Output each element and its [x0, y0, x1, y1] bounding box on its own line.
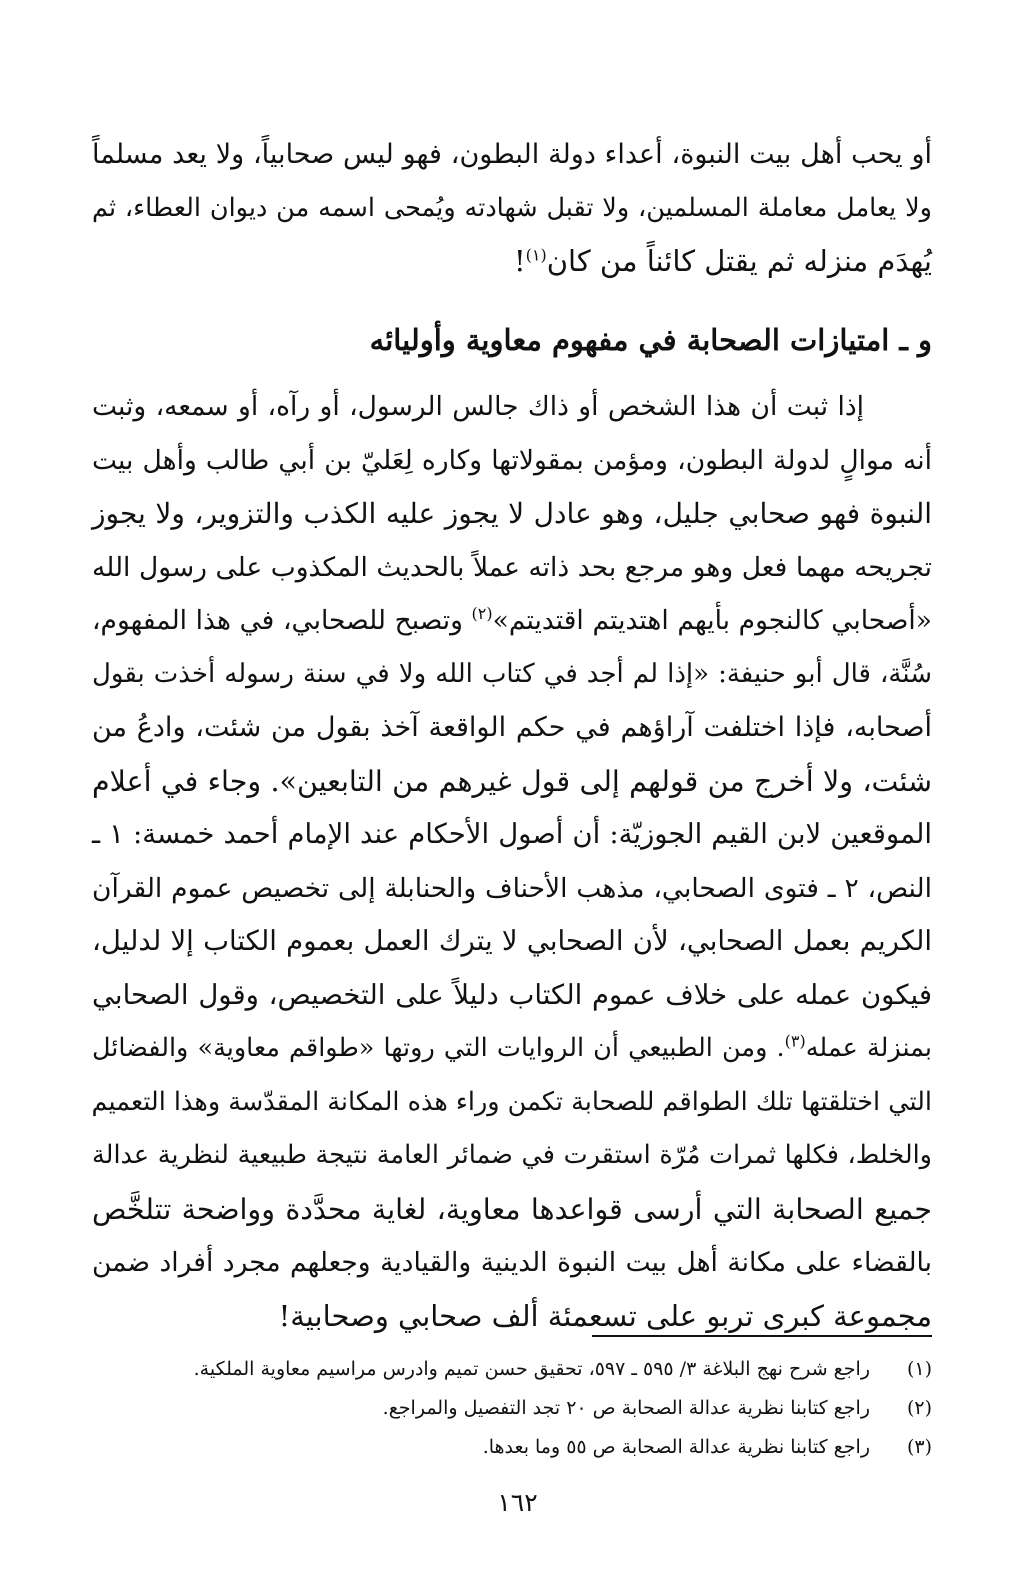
- text-line-end: !: [513, 244, 526, 278]
- footnotes: [92, 1350, 932, 1467]
- page-number: ١٦٢: [497, 1488, 538, 1517]
- text-line: أصحابه، فإذا اختلفت آراؤهم في حكم الواقعة آخذ بقول من شئت، وادعُ من: [92, 712, 932, 743]
- text-line: [92, 1022, 932, 1076]
- text-line: فيكون عمله على خلاف عموم الكتاب دليلاً على التخصيص، وقول الصحابي: [92, 978, 932, 1011]
- text-line: الموقعين لابن القيم الجوزيّة: أن أصول الأحكام عند الإمام أحمد خمسة: ١ ـ: [92, 818, 932, 850]
- text-line: إذا ثبت أن هذا الشخص أو ذاك جالس الرسول، أو رآه، أو سمعه، وثبت: [92, 391, 864, 422]
- text-line: بالقضاء على مكانة أهل بيت النبوة الدينية والقيادية وجعلهم مجرد أفراد ضمن: [92, 1247, 932, 1278]
- text-line: الكريم بعمل الصحابي، لأن الصحابي لا يترك العمل بعموم الكتاب إلا لدليل،: [92, 925, 932, 957]
- footnote-text: راجع كتابنا نظرية عدالة الصحابة ص ٥٥ وما بعدها.: [482, 1436, 870, 1458]
- text-line-tail: وتصبح للصحابي، في هذا المفهوم،: [92, 605, 472, 636]
- footnote-ref-1[interactable]: (١): [525, 245, 547, 265]
- text-line: مجموعة كبرى تربو على تسعمئة ألف صحابي وصحابية!: [278, 1298, 932, 1333]
- text-line: النبوة فهو صحابي جليل، وهو عادل لا يجوز عليه الكذب والتزوير، ولا يجوز: [92, 497, 932, 530]
- text-line: التي اختلقتها تلك الطواقم للصحابة تكمن وراء هذه المكانة المقدّسة وهذا التعميم: [91, 1086, 932, 1117]
- text-line-content: يُهدَم منزله ثم يقتل كائناً من كان: [546, 244, 932, 278]
- text-line: [92, 594, 932, 648]
- footnote-text: راجع شرح نهج البلاغة ٣/ ٥٩٥ ـ ٥٩٧، تحقيق حسن تميم وادرس مراسيم معاوية الملكية.: [193, 1358, 870, 1380]
- footnote-number: (٢): [906, 1397, 932, 1419]
- footnote-item: [92, 1389, 932, 1428]
- text-line: أو يحب أهل بيت النبوة، أعداء دولة البطون، فهو ليس صحابياً، ولا يعد مسلماً: [92, 139, 932, 170]
- section-heading: و ـ امتيازات الصحابة في مفهوم معاوية وأوليائه: [369, 323, 932, 357]
- text-line: تجريحه مهما فعل وهو مرجع بحد ذاته عملاً بالحديث المكذوب على رسول الله: [92, 551, 932, 583]
- main-paragraph: [92, 380, 932, 1343]
- footnote-number: (٣): [906, 1436, 932, 1458]
- text-line: أنه موالٍ لدولة البطون، ومؤمن بمقولاتها وكاره لِعَليّ بن أبي طالب وأهل بيت: [92, 444, 932, 476]
- footnote-ref-2[interactable]: (٢): [471, 604, 493, 624]
- text-line-content: بمنزلة عمله: [805, 1033, 932, 1063]
- text-line-tail: . ومن الطبيعي أن الروايات التي روتها «طواقم معاوية» والفضائل: [92, 1033, 785, 1063]
- text-line: ولا يعامل معاملة المسلمين، ولا تقبل شهادته ويُمحى اسمه من ديوان العطاء، ثم: [92, 192, 932, 223]
- footnote-divider: [592, 1335, 932, 1337]
- text-line: سُنَّة، قال أبو حنيفة: «إذا لم أجد في كتاب الله ولا في سنة رسوله أخذت بقول: [92, 658, 932, 689]
- footnote-item: [92, 1350, 932, 1389]
- text-line: [92, 235, 932, 289]
- text-line: والخلط، فكلها ثمرات مُرّة استقرت في ضمائر العامة نتيجة طبيعية لنظرية عدالة: [92, 1140, 932, 1170]
- footnote-ref-3[interactable]: (٣): [784, 1031, 806, 1051]
- footnote-text: راجع كتابنا نظرية عدالة الصحابة ص ٢٠ تجد التفصيل والمراجع.: [382, 1397, 870, 1419]
- text-line: النص، ٢ ـ فتوى الصحابي، مذهب الأحناف والحنابلة إلى تخصيص عموم القرآن: [92, 872, 932, 904]
- text-line: جميع الصحابة التي أرسى قواعدها معاوية، لغاية محدَّدة وواضحة تتلخَّص: [92, 1192, 932, 1226]
- text-line-content: «أصحابي كالنجوم بأيهم اهتديتم اقتديتم»: [492, 605, 932, 636]
- text-line: شئت، ولا أخرج من قولهم إلى قول غيرهم من التابعين». وجاء في أعلام: [92, 764, 932, 798]
- footnote-number: (١): [906, 1358, 932, 1380]
- footnote-item: [92, 1428, 932, 1467]
- intro-paragraph: [92, 128, 932, 289]
